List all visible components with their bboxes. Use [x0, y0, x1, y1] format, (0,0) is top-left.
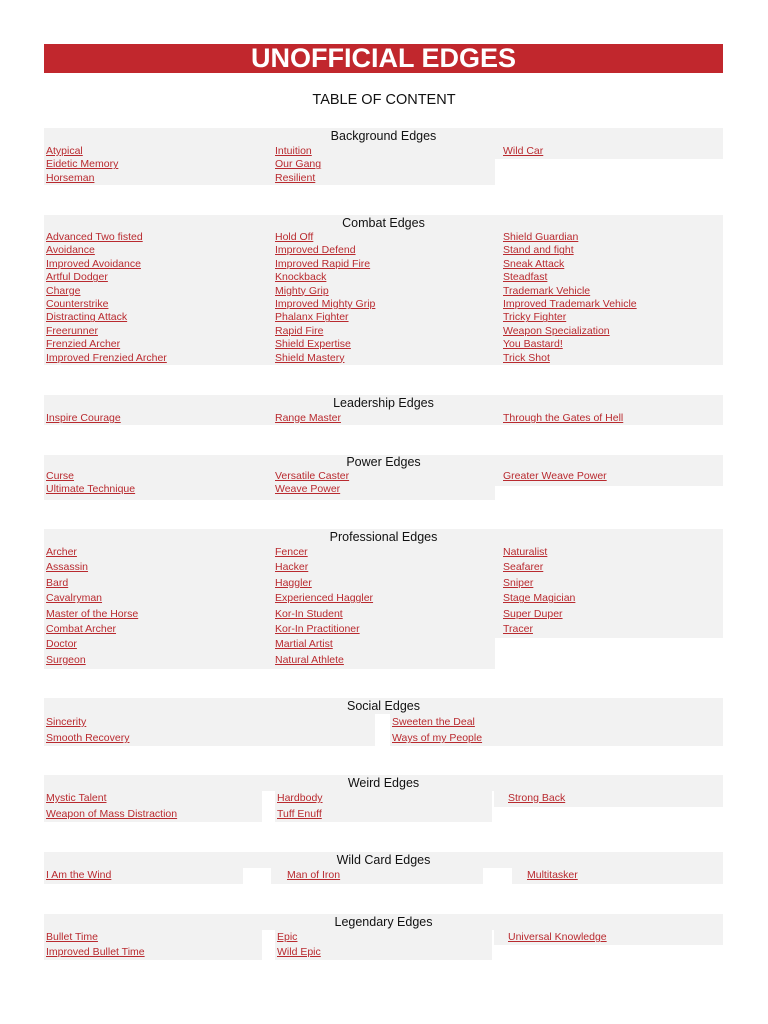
section-professional-edges: [0, 529, 768, 666]
edge-link-sincerity[interactable]: Sincerity: [46, 716, 87, 728]
column-1: [44, 545, 272, 669]
edge-link-martial-artist[interactable]: Martial Artist: [275, 638, 333, 651]
edge-link-improved-defend[interactable]: Improved Defend: [275, 244, 356, 257]
edge-link-phalanx-fighter[interactable]: Phalanx Fighter: [275, 311, 349, 324]
section-heading: Social Edges: [44, 698, 723, 714]
edge-link-through-the-gates-of-hell[interactable]: Through the Gates of Hell: [503, 412, 624, 424]
edge-link-stand-and-fight[interactable]: Stand and fight: [503, 244, 574, 257]
column-1: [44, 231, 272, 365]
edge-link-super-duper[interactable]: Super Duper: [503, 607, 563, 620]
edge-link-experienced-haggler[interactable]: Experienced Haggler: [275, 592, 374, 605]
table-of-contents-title: TABLE OF CONTENT: [312, 92, 456, 108]
edge-link-weapon-of-mass-distraction[interactable]: Weapon of Mass Distraction: [46, 807, 178, 820]
edge-link-weapon-specialization[interactable]: Weapon Specialization: [503, 324, 610, 337]
document-title-banner: UNOFFICIAL EDGES: [44, 44, 723, 73]
section-social-edges: [0, 698, 768, 758]
column-3: [495, 145, 723, 159]
edge-link-strong-back[interactable]: Strong Back: [508, 792, 566, 804]
edge-link-wild-car[interactable]: Wild Car: [503, 145, 544, 157]
section-heading: Combat Edges: [44, 215, 723, 231]
column-2: [275, 930, 492, 960]
edge-link-kor-in-student[interactable]: Kor-In Student: [275, 607, 343, 620]
edge-link-improved-avoidance[interactable]: Improved Avoidance: [46, 257, 141, 270]
edge-link-frenzied-archer[interactable]: Frenzied Archer: [46, 338, 121, 351]
edge-link-knockback[interactable]: Knockback: [275, 271, 327, 284]
section-heading: Background Edges: [44, 128, 723, 145]
edge-link-mighty-grip[interactable]: Mighty Grip: [275, 284, 329, 297]
edge-link-ultimate-technique[interactable]: Ultimate Technique: [46, 483, 136, 496]
column-3: [495, 470, 723, 486]
edge-link-ways-of-my-people[interactable]: Ways of my People: [392, 732, 483, 744]
edge-link-hacker[interactable]: Hacker: [275, 561, 309, 574]
edge-link-man-of-iron[interactable]: Man of Iron: [287, 869, 341, 881]
column-3: [495, 231, 723, 365]
edge-link-sneak-attack[interactable]: Sneak Attack: [503, 257, 565, 270]
edge-link-bard[interactable]: Bard: [46, 576, 69, 589]
section-weird-edges: [0, 775, 768, 835]
section-wild-card-edges: [0, 852, 768, 912]
edge-link-rapid-fire[interactable]: Rapid Fire: [275, 324, 324, 337]
edge-link-inspire-courage[interactable]: Inspire Courage: [46, 412, 121, 424]
edge-link-natural-athlete[interactable]: Natural Athlete: [275, 653, 344, 666]
edge-link-horseman[interactable]: Horseman: [46, 171, 95, 184]
edge-link-shield-expertise[interactable]: Shield Expertise: [275, 338, 351, 351]
edge-link-cavalryman[interactable]: Cavalryman: [46, 592, 103, 605]
section-heading: Wild Card Edges: [44, 852, 723, 868]
edge-link-smooth-recovery[interactable]: Smooth Recovery: [46, 732, 130, 744]
edge-link-improved-frenzied-archer[interactable]: Improved Frenzied Archer: [46, 351, 167, 364]
edge-link-fencer[interactable]: Fencer: [275, 546, 308, 558]
edge-link-counterstrike[interactable]: Counterstrike: [46, 298, 109, 311]
edge-link-hold-off[interactable]: Hold Off: [275, 231, 314, 243]
column-3: [494, 791, 723, 807]
edge-link-seafarer[interactable]: Seafarer: [503, 561, 544, 574]
edge-link-greater-weave-power[interactable]: Greater Weave Power: [503, 470, 607, 482]
edge-link-stage-magician[interactable]: Stage Magician: [503, 592, 576, 605]
edge-link-naturalist[interactable]: Naturalist: [503, 546, 548, 558]
column-3: [495, 545, 723, 638]
edge-link-shield-mastery[interactable]: Shield Mastery: [275, 351, 345, 364]
edge-link-wild-epic[interactable]: Wild Epic: [277, 946, 321, 958]
edge-link-hardbody[interactable]: Hardbody: [277, 792, 323, 804]
edge-link-trademark-vehicle[interactable]: Trademark Vehicle: [503, 284, 591, 297]
column-2: [272, 411, 495, 425]
column-2: [271, 868, 483, 884]
section-heading: Professional Edges: [44, 529, 723, 545]
column-1: [44, 868, 243, 884]
section-leadership-edges: [0, 395, 768, 455]
edge-link-assassin[interactable]: Assassin: [46, 561, 89, 574]
edge-link-avoidance[interactable]: Avoidance: [46, 244, 95, 257]
section-background-edges: [0, 128, 768, 188]
edge-link-weave-power[interactable]: Weave Power: [275, 483, 341, 496]
edge-link-atypical[interactable]: Atypical: [46, 145, 83, 157]
column-2: [272, 145, 495, 185]
edge-link-distracting-attack[interactable]: Distracting Attack: [46, 311, 128, 324]
edge-link-resilient[interactable]: Resilient: [275, 171, 316, 184]
edge-link-charge[interactable]: Charge: [46, 284, 81, 297]
column-2: [272, 231, 495, 365]
edge-link-kor-in-practitioner[interactable]: Kor-In Practitioner: [275, 623, 360, 636]
edge-link-artful-dodger[interactable]: Artful Dodger: [46, 271, 108, 284]
edge-link-shield-guardian[interactable]: Shield Guardian: [503, 231, 579, 243]
edge-link-mystic-talent[interactable]: Mystic Talent: [46, 792, 107, 804]
edge-link-tricky-fighter[interactable]: Tricky Fighter: [503, 311, 567, 324]
edge-link-range-master[interactable]: Range Master: [275, 412, 341, 424]
column-1: [44, 470, 272, 500]
edge-link-trick-shot[interactable]: Trick Shot: [503, 351, 550, 364]
column-2: [272, 545, 495, 669]
edge-link-haggler[interactable]: Haggler: [275, 576, 312, 589]
column-1: [44, 145, 272, 185]
column-2: [390, 714, 723, 746]
edge-link-surgeon[interactable]: Surgeon: [46, 653, 86, 666]
edge-link-tuff-enuff[interactable]: Tuff Enuff: [277, 807, 322, 820]
edge-link-archer[interactable]: Archer: [46, 546, 77, 558]
column-2: [275, 791, 492, 822]
edge-link-our-gang[interactable]: Our Gang: [275, 158, 322, 171]
edge-link-combat-archer[interactable]: Combat Archer: [46, 623, 117, 636]
edge-link-eidetic-memory[interactable]: Eidetic Memory: [46, 158, 119, 171]
section-power-edges: [0, 455, 768, 515]
column-1: [44, 714, 375, 746]
section-heading: Legendary Edges: [44, 914, 723, 930]
section-heading: Leadership Edges: [44, 395, 723, 411]
column-2: [272, 470, 495, 500]
edge-link-sniper[interactable]: Sniper: [503, 576, 534, 589]
edge-link-master-of-the-horse[interactable]: Master of the Horse: [46, 607, 139, 620]
edge-link-you-bastard[interactable]: You Bastard!: [503, 338, 563, 351]
section-heading: Weird Edges: [44, 775, 723, 791]
edge-link-improved-rapid-fire[interactable]: Improved Rapid Fire: [275, 257, 371, 270]
edge-link-epic[interactable]: Epic: [277, 931, 298, 943]
column-1: [44, 411, 272, 425]
section-heading: Power Edges: [44, 455, 723, 470]
edge-link-advanced-two-fisted[interactable]: Advanced Two fisted: [46, 231, 143, 243]
edge-link-steadfast[interactable]: Steadfast: [503, 271, 548, 284]
edge-link-improved-mighty-grip[interactable]: Improved Mighty Grip: [275, 298, 376, 311]
edge-link-versatile-caster[interactable]: Versatile Caster: [275, 470, 350, 482]
edge-link-freerunner[interactable]: Freerunner: [46, 324, 98, 337]
edge-link-bullet-time[interactable]: Bullet Time: [46, 931, 98, 943]
edge-link-doctor[interactable]: Doctor: [46, 638, 77, 651]
edge-link-improved-trademark-vehicle[interactable]: Improved Trademark Vehicle: [503, 298, 637, 311]
column-1: [44, 791, 262, 822]
column-3: [512, 868, 723, 884]
edge-link-multitasker[interactable]: Multitasker: [527, 869, 578, 881]
edge-link-i-am-the-wind[interactable]: I Am the Wind: [46, 869, 112, 881]
column-3: [495, 411, 723, 425]
edge-link-intuition[interactable]: Intuition: [275, 145, 312, 157]
edge-link-sweeten-the-deal[interactable]: Sweeten the Deal: [392, 716, 475, 728]
section-combat-edges: [0, 215, 768, 364]
column-1: [44, 930, 262, 960]
edge-link-improved-bullet-time[interactable]: Improved Bullet Time: [46, 946, 145, 958]
column-3: [494, 930, 723, 945]
edge-link-tracer[interactable]: Tracer: [503, 623, 533, 636]
section-legendary-edges: [0, 914, 768, 974]
edge-link-universal-knowledge[interactable]: Universal Knowledge: [508, 931, 607, 943]
edge-link-curse[interactable]: Curse: [46, 470, 75, 482]
